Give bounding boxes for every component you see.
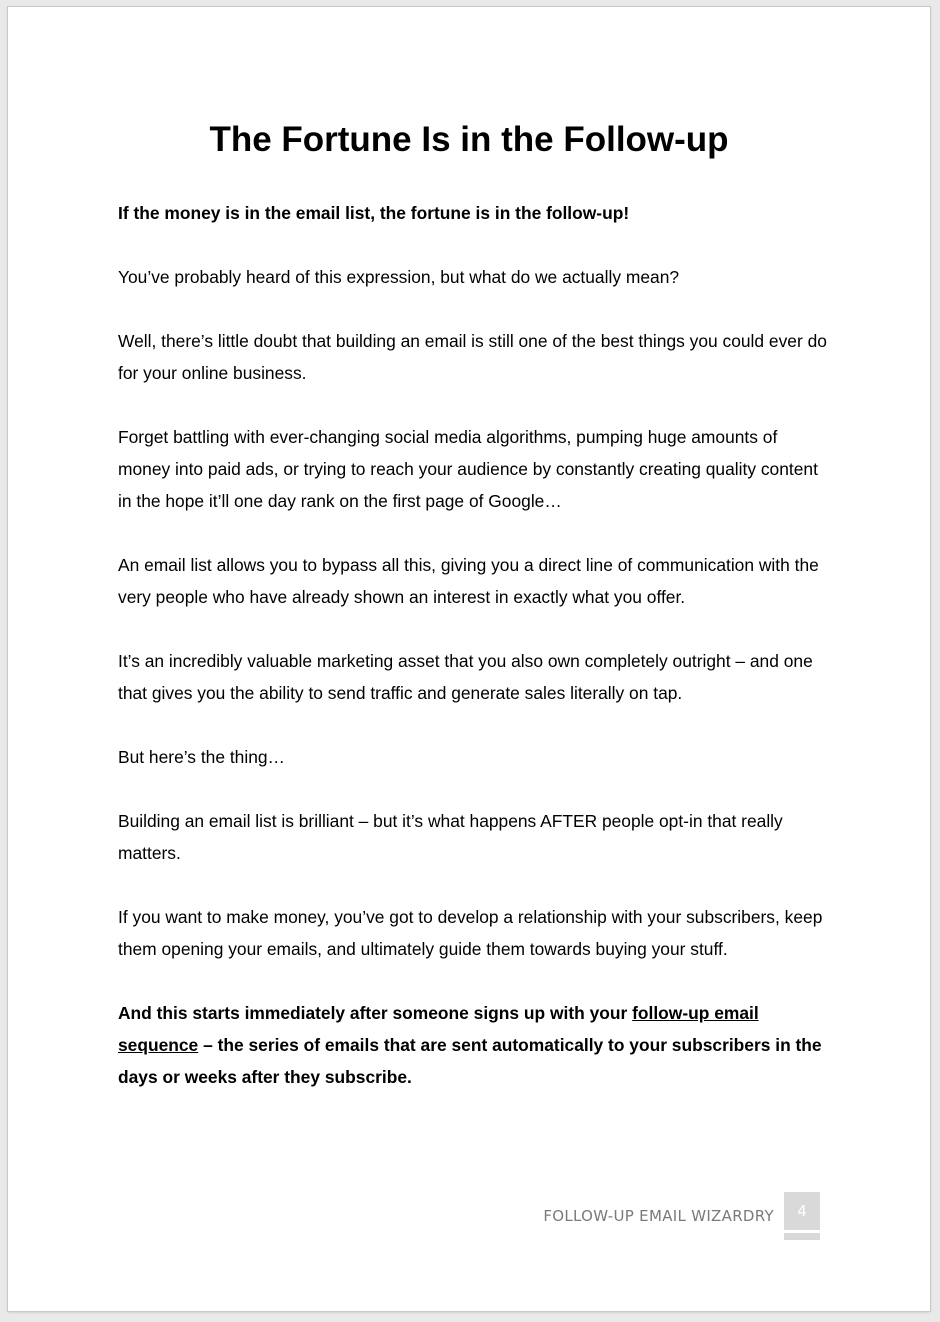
- page-number-box: [784, 1192, 820, 1230]
- page-number: 4: [797, 1202, 807, 1220]
- paragraph-text: And this starts immediately after someone signs up with your: [118, 1003, 633, 1023]
- follow-up-sequence-link[interactable]: follow-up email sequence: [118, 1003, 759, 1055]
- paragraph: You’ve probably heard of this expression, but what do we actually mean?: [118, 267, 680, 287]
- paragraph: Forget battling with ever-changing social media algorithms, pumping huge amounts of money into paid ads, or trying to reach your audience by constantly creating quality content in the hope it’ll one day rank on the first page of Google…: [118, 427, 818, 511]
- paragraph: It’s an incredibly valuable marketing asset that you also own completely outright – and one that gives you the ability to send traffic and generate sales literally on tap.: [118, 651, 813, 703]
- paragraph-intro: If the money is in the email list, the fortune is in the follow-up!: [118, 203, 630, 223]
- paragraph: An email list allows you to bypass all this, giving you a direct line of communication with the very people who have already shown an interest in exactly what you offer.: [118, 555, 819, 607]
- paragraph: Building an email list is brilliant – but it’s what happens AFTER people opt-in that really matters.: [118, 811, 783, 863]
- document-page: [8, 7, 930, 1311]
- paragraph-text: – the series of emails that are sent automatically to your subscribers in the days or weeks after they subscribe.: [118, 1035, 822, 1087]
- page-number-underline: [784, 1233, 820, 1240]
- paragraph: If you want to make money, you’ve got to develop a relationship with your subscribers, keep them opening your emails, and ultimately guide them towards buying your stuff.: [118, 907, 823, 959]
- page-footer: [543, 1192, 820, 1240]
- footer-label: FOLLOW-UP EMAIL WIZARDRY: [543, 1207, 774, 1225]
- paragraph: Well, there’s little doubt that building an email is still one of the best things you could ever do for your online business.: [118, 331, 827, 383]
- document-body: [118, 197, 830, 1125]
- page-title: The Fortune Is in the Follow-up: [209, 120, 729, 159]
- paragraph: But here’s the thing…: [118, 747, 285, 767]
- paragraph-conclusion: [118, 997, 830, 1093]
